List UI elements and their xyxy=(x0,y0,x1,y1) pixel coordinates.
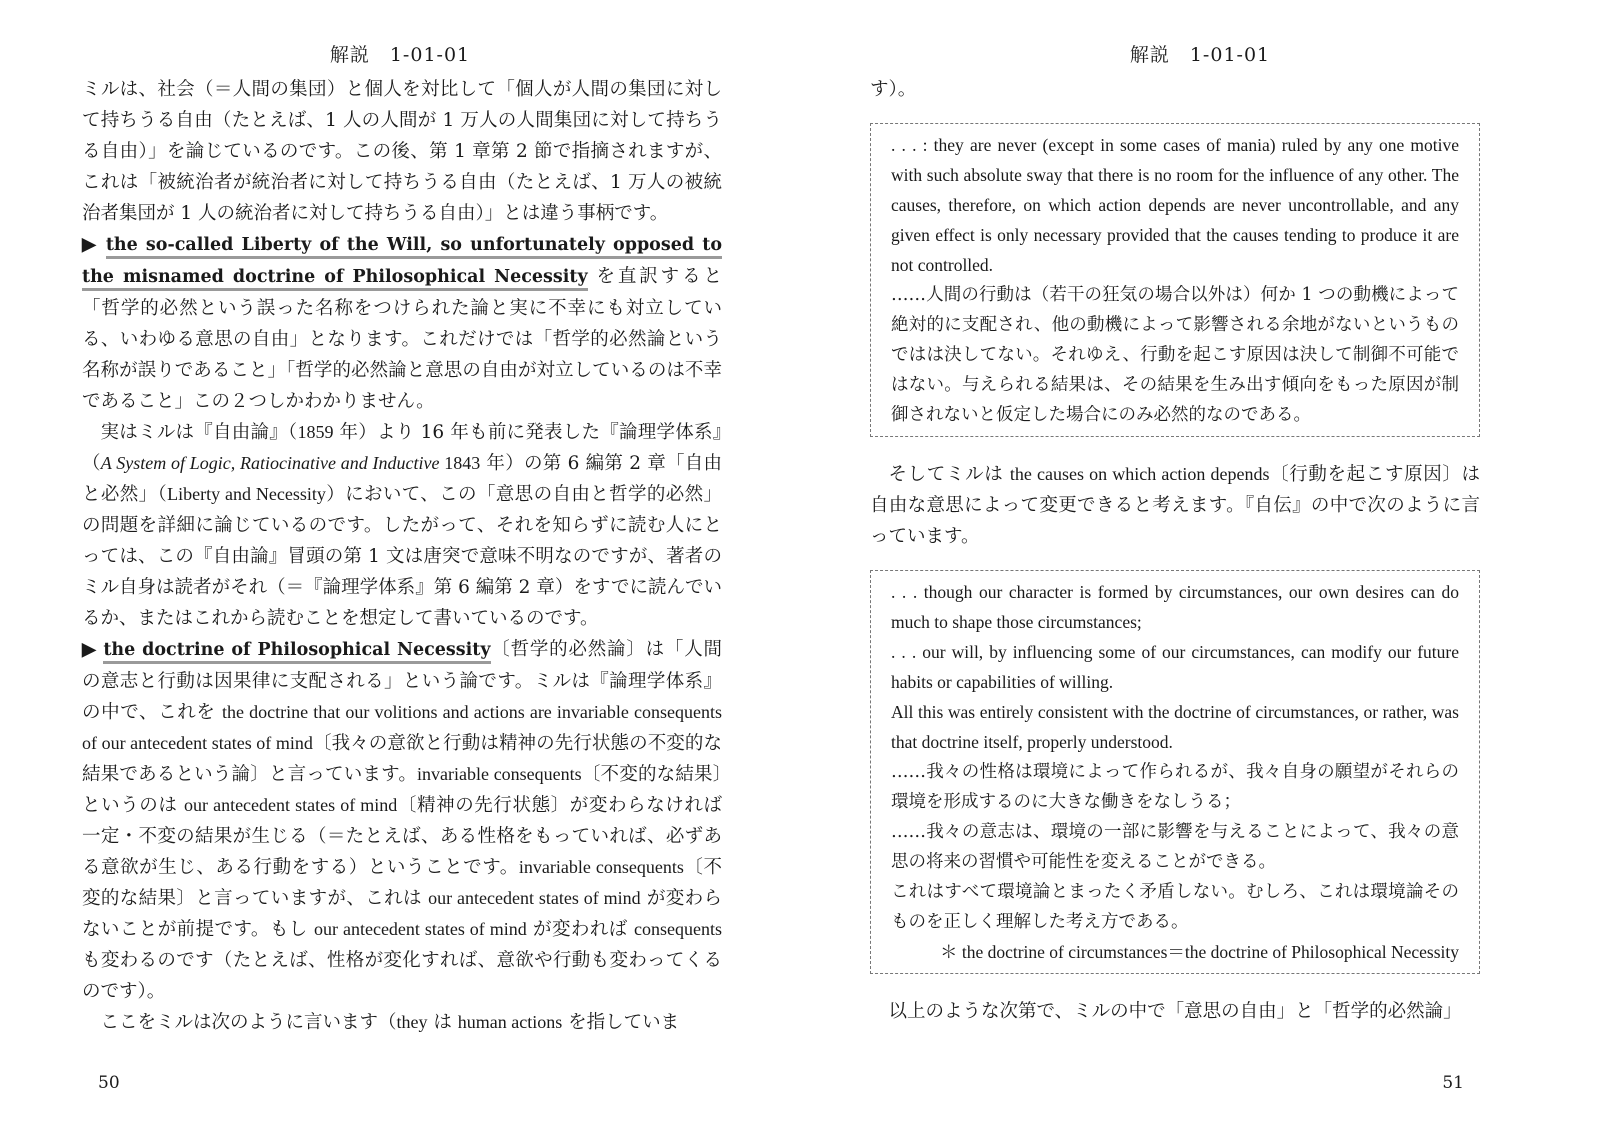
triangle-marker-icon: ▶ xyxy=(82,639,97,659)
quote-english: . . . though our character is formed by circumstances, our own desires can do much to shape those circumstances; xyxy=(891,582,1459,632)
text-run: 〔行動を起こす原因〕は自由な意思によって変更できると考えます。『自伝』の中で次のように言っています。 xyxy=(870,464,1481,547)
text-run: 〔不変的な結果〕というのは xyxy=(82,764,722,816)
paragraph: す）。 xyxy=(870,79,917,100)
text-run: 1843 xyxy=(439,453,481,473)
text-run: Liberty and Necessity xyxy=(167,484,326,504)
paragraph xyxy=(82,229,722,417)
text-run: 〔不変的な結果〕と言っていますが、これは xyxy=(82,857,722,909)
quote-english: . . . : they are never (except in some cases of mania) ruled by any one motive with such absolute sway that there is no room for the influence of any other. The causes, therefore, on which action depends are never uncontrollable, and any given effect is only necessary provided that the causes tending to produce it are not controlled. xyxy=(891,135,1459,275)
text-run: ここをミルは次のように言います（ xyxy=(100,1012,397,1033)
text-run: 〔我々の意欲と行動は精神の先行状態の不変的な結果であるという論〕と言っています。 xyxy=(82,733,722,785)
text-run: 〔哲学的必然論〕は「人間の意志と行動は因果律に支配される」という論です。ミルは『論理学体系』の中で、これを xyxy=(82,639,722,723)
text-run: 年）の第 6 編第 2 章「自由と必然」（ xyxy=(82,453,723,505)
text-run: を指していま xyxy=(562,1012,680,1033)
paragraph xyxy=(82,634,722,1007)
body-text xyxy=(82,74,722,1038)
paragraph: ミルは、社会（＝人間の集団）と個人を対比して「個人が人間の集団に対して持ちうる自由（たとえば、1 人の人間が 1 万人の人間集団に対して持ちうる自由）」を論じているのです。この後、第 1 章第 2 節で指摘されますが、これは「被統治者が統治者に対して持ちうる自由（たとえば、1 万人の被統治者集団が 1 人の統治者に対して持ちうる自由）」とは違う事柄です。 xyxy=(82,79,722,224)
triangle-marker-icon: ▶ xyxy=(82,234,98,254)
text-run: the doctrine that our volitions and actions are invariable consequents of our antecedent states of mind xyxy=(82,702,722,753)
page-number: 51 xyxy=(1442,1073,1464,1093)
quote-japanese: これはすべて環境論とまったく矛盾しない。むしろ、これは環境論そのものを正しく理解した考え方である。 xyxy=(891,882,1459,932)
quote-japanese: ……我々の意志は、環境の一部に影響を与えることによって、我々の意思の将来の習慣や可能性を変えることができる。 xyxy=(891,822,1459,872)
quote-note: ＊ the doctrine of circumstances＝the doctrine of Philosophical Necessity xyxy=(939,942,1459,962)
quote-box xyxy=(870,123,1480,437)
paragraph-text: を直訳すると「哲学的必然という誤った名称をつけられた論と実に不幸にも対立している、いわゆる意思の自由」となります。これだけでは「哲学的必然論という名称が誤りであること」「哲学的必然論と意思の自由が対立しているのは不幸であること」この２つしかわかりません。 xyxy=(82,266,723,412)
text-run: が変わらないことが前提です。もし xyxy=(82,888,722,940)
text-run: ）において、この「意思の自由と哲学的必然」の問題を詳細に論じているのです。したがって、それを知らずに読む人にとっては、この『自由論』冒頭の第 1 文は唐突で意味不明なのですが、著者のミル自身は読者がそれ（＝『論理学体系』第 6 編第 2 章）をすでに読んでいるか、またはこれから読むことを想定して書いているのです。 xyxy=(82,484,722,629)
text-run: our antecedent states of mind xyxy=(183,795,398,815)
key-phrase: the doctrine of Philosophical Necessity xyxy=(103,640,490,664)
quote-box xyxy=(870,570,1480,974)
text-run: 実はミルは『自由論』（ xyxy=(100,422,298,443)
paragraph xyxy=(82,1007,722,1038)
paragraph xyxy=(870,459,1480,552)
body-text xyxy=(870,74,1480,1027)
text-run: は xyxy=(427,1012,458,1033)
text-run: 〔精神の先行状態〕が変わらなければ一定・不変の結果が生じる（＝たとえば、ある性格をもっていれば、必ずある意欲が生じ、ある行動をする）ということです。 xyxy=(82,795,722,878)
text-run: invariable consequents xyxy=(417,764,582,784)
book-title: A System of Logic, Ratiocinative and Inductive xyxy=(100,453,440,473)
text-run: invariable consequents xyxy=(518,857,684,877)
running-head: 解説 1-01-01 xyxy=(1129,44,1271,66)
text-run: they xyxy=(396,1012,428,1032)
paragraph xyxy=(82,417,722,634)
text-run: our antecedent states of mind xyxy=(428,888,641,908)
right-page xyxy=(800,0,1600,1137)
key-phrase: the so-called Liberty of the Will, so unfortunately opposed to the misnamed doctrine of Philosophical Necessity xyxy=(82,235,722,291)
text-run: が変われば xyxy=(526,919,635,940)
text-run: our antecedent states of mind xyxy=(314,919,527,939)
text-run: 年）より 16 年も前に発表した『論理学体系』（ xyxy=(82,422,722,474)
quote-english: . . . our will, by influencing some of our circumstances, can modify our future habits or capabilities of willing. xyxy=(891,642,1459,692)
quote-english: All this was entirely consistent with the doctrine of circumstances, or rather, was that doctrine itself, properly understood. xyxy=(891,702,1459,752)
running-head: 解説 1-01-01 xyxy=(329,44,471,66)
quote-japanese: ……人間の行動は（若干の狂気の場合以外は）何か 1 つの動機によって絶対的に支配され、他の動機によって影響される余地がないというものではは決してない。それゆえ、行動を起こす原因は決して制御不可能ではない。与えられる結果は、その結果を生み出す傾向をもった原因が制御されないと仮定した場合にのみ必然的なのである。 xyxy=(891,285,1459,425)
quote-japanese: ……我々の性格は環境によって作られるが、我々自身の願望がそれらの環境を形成するのに大きな働きをなしうる； xyxy=(891,762,1459,812)
text-run: も変わるのです（たとえば、性格が変化すれば、意欲や行動も変わってくるのです）。 xyxy=(82,950,722,1002)
text-run: human actions xyxy=(457,1012,563,1032)
text-run: consequents xyxy=(634,919,722,939)
text-run: そしてミルは xyxy=(888,464,1010,485)
paragraph: 以上のような次第で、ミルの中で「意思の自由」と「哲学的必然論」 xyxy=(888,1001,1462,1022)
page-number: 50 xyxy=(98,1073,120,1093)
text-run: the causes on which action depends xyxy=(1009,464,1270,484)
text-run: 1859 xyxy=(297,422,334,442)
